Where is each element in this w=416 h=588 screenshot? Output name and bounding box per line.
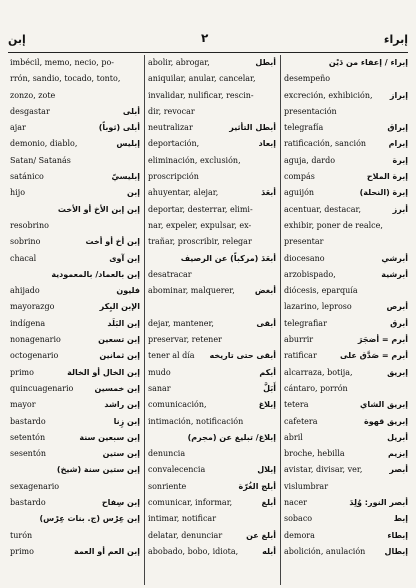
dictionary-entry: [148, 88, 276, 104]
arabic-headword: إبريق الشاي: [360, 400, 408, 410]
dictionary-entry: [284, 316, 408, 332]
spanish-text: acentuar, destacar,: [284, 204, 361, 214]
dictionary-entry: [10, 397, 140, 413]
arabic-headword: إبن البَلَد: [107, 318, 140, 328]
arabic-headword: فليون: [116, 286, 140, 296]
dictionary-entry: [10, 316, 140, 332]
spanish-text: dir, revocar: [148, 106, 195, 116]
dictionary-entry: [148, 316, 276, 332]
arabic-headword: إبليسيّ: [111, 172, 140, 182]
dictionary-entry: [10, 511, 140, 527]
column-divider: [280, 55, 281, 585]
arabic-headword: أبرشية: [381, 269, 408, 279]
spanish-text: turón: [10, 530, 33, 540]
dictionary-entry: [10, 544, 140, 560]
spanish-text: comunicar, informar,: [148, 498, 233, 508]
spanish-text: abominar, malquerer,: [148, 286, 235, 296]
dictionary-entry: [284, 348, 408, 364]
spanish-text: mayor: [10, 400, 36, 410]
arabic-headword: الإبن البِكر: [99, 302, 140, 312]
spanish-text: abolición, anulación: [284, 546, 366, 556]
dictionary-entry: [10, 462, 140, 478]
dictionary-entry: [10, 218, 140, 234]
page-number: ٢: [201, 31, 209, 45]
arabic-headword: إبراء / إعفاء من دَيْن: [328, 58, 408, 67]
spanish-text: excreción, exhibición,: [284, 90, 373, 100]
dictionary-entry: [10, 169, 140, 185]
spanish-text: bastardo: [10, 416, 46, 426]
dictionary-entry: [284, 267, 408, 283]
spanish-text: arzobispado,: [284, 269, 336, 279]
spanish-text: nar, expeler, expulsar, ex-: [148, 220, 252, 230]
spanish-text: aguja, dardo: [284, 155, 336, 165]
spanish-text: deportar, desterrar, elimi-: [148, 204, 253, 214]
dictionary-entry: [10, 283, 140, 299]
dictionary-entry: [148, 267, 276, 283]
arabic-headword: إبن أخ أو أخت: [85, 237, 140, 247]
dictionary-entry: [284, 299, 408, 315]
dictionary-entry: [10, 414, 140, 430]
dictionary-entry: [284, 55, 408, 71]
arabic-headword: أبله: [262, 546, 276, 556]
arabic-headword: إبن ستين سنة (شيخ): [56, 465, 140, 475]
header-left-word: إبن: [8, 33, 26, 46]
spanish-text: sobaco: [284, 514, 313, 524]
arabic-headword: إبن سِفاح: [101, 498, 140, 508]
dictionary-entry: [10, 136, 140, 152]
spanish-text: demonio, diablo,: [10, 139, 78, 149]
arabic-headword: إبزيم: [388, 449, 408, 459]
spanish-text: telegrafiar: [284, 318, 327, 328]
dictionary-entry: [10, 381, 140, 397]
page-header: [8, 33, 408, 51]
spanish-text: lazarino, leproso: [284, 302, 352, 312]
spanish-text: aguijón: [284, 188, 315, 198]
dictionary-entry: [148, 430, 276, 446]
arabic-headword: إبن خمسين: [94, 383, 140, 393]
spanish-text: satánico: [10, 172, 44, 182]
arabic-headword: إبن سبعين سنة: [79, 432, 140, 442]
dictionary-entry: [148, 120, 276, 136]
dictionary-entry: [10, 88, 140, 104]
spanish-text: mayorazgo: [10, 302, 55, 312]
dictionary-entry: [10, 365, 140, 381]
arabic-headword: أبلج الغُرّة: [238, 481, 276, 491]
dictionary-entry: [10, 299, 140, 315]
dictionary-entry: [10, 495, 140, 511]
arabic-headword: إبليس: [116, 139, 140, 149]
arabic-headword: إبن بالعماد/ بالمعمودية: [51, 269, 140, 279]
spanish-text: rrón, sandio, tocado, tonto,: [10, 74, 121, 84]
dictionary-entry: [10, 71, 140, 87]
dictionary-entry: [10, 332, 140, 348]
dictionary-entry: [148, 446, 276, 462]
dictionary-entry: [148, 283, 276, 299]
dictionary-entry: [284, 365, 408, 381]
spanish-text: tener al día: [148, 351, 195, 361]
arabic-headword: إبريق: [387, 367, 408, 377]
dictionary-entry: [148, 381, 276, 397]
spanish-text: indígena: [10, 318, 46, 328]
dictionary-entry: [10, 528, 140, 544]
dictionary-entry: [284, 169, 408, 185]
arabic-headword: إبطاء: [387, 530, 408, 540]
spanish-text: convalecencia: [148, 465, 206, 475]
dictionary-entry: [148, 397, 276, 413]
spanish-text: primo: [10, 367, 34, 377]
arabic-headword: إبط: [393, 514, 408, 524]
dictionary-entry: [10, 202, 140, 218]
dictionary-entry: [10, 153, 140, 169]
spanish-text: chacal: [10, 253, 37, 263]
dictionary-entry: [148, 136, 276, 152]
dictionary-entry: [148, 365, 276, 381]
dictionary-entry: [148, 251, 276, 267]
dictionary-entry: [284, 218, 408, 234]
spanish-text: invalidar, nulificar, rescin-: [148, 90, 254, 100]
spanish-text: desempeño: [284, 74, 331, 84]
dictionary-entry: [284, 544, 408, 560]
spanish-text: broche, hebilla: [284, 449, 345, 459]
arabic-headword: أبرز: [392, 204, 408, 214]
spanish-text: demora: [284, 530, 315, 540]
dictionary-entry: [284, 430, 408, 446]
arabic-headword: إبن آوى: [109, 253, 140, 263]
arabic-headword: أبكم: [259, 367, 276, 377]
spanish-text: nacer: [284, 498, 307, 508]
dictionary-entry: [10, 348, 140, 364]
arabic-headword: إبن ثمانين: [99, 351, 140, 361]
dictionary-entry: [284, 88, 408, 104]
dictionary-entry: [148, 495, 276, 511]
dictionary-entry: [148, 71, 276, 87]
arabic-headword: إبن إبن الأخ أو الأخت: [57, 204, 140, 214]
arabic-headword: أبعَدَ: [261, 188, 276, 198]
dictionary-entry: [148, 185, 276, 201]
dictionary-entry: [148, 169, 276, 185]
arabic-headword: إبن الخال أو الخالة: [67, 367, 140, 377]
dictionary-entry: [148, 55, 276, 71]
arabic-headword: إبن تسعين: [98, 335, 140, 345]
dictionary-entry: [284, 381, 408, 397]
spanish-text: sexagenario: [10, 481, 60, 491]
spanish-text: exhibir, poner de realce,: [284, 220, 383, 230]
spanish-text: diócesis, eparquía: [284, 286, 358, 296]
dictionary-entry: [148, 332, 276, 348]
dictionary-entry: [148, 153, 276, 169]
spanish-text: dejar, mantener,: [148, 318, 214, 328]
spanish-text: cafetera: [284, 416, 318, 426]
arabic-headword: أبعَدَ (مركباً) عن الرصيف: [180, 253, 276, 263]
dictionary-entry: [10, 267, 140, 283]
dictionary-entry: [284, 332, 408, 348]
spanish-text: denuncia: [148, 449, 186, 459]
spanish-text: aniquilar, anular, cancelar,: [148, 74, 256, 84]
dictionary-entry: [284, 528, 408, 544]
dictionary-entry: [10, 446, 140, 462]
dictionary-entry: [148, 348, 276, 364]
arabic-headword: إبن عِرْس (ج. بنات عِرْس): [39, 514, 140, 524]
column-middle: [148, 55, 276, 585]
spanish-text: Satan/ Satanás: [10, 155, 71, 165]
spanish-text: alcarraza, botija,: [284, 367, 353, 377]
arabic-headword: أبلغ: [261, 498, 276, 508]
header-right-word: إبراء: [383, 33, 408, 46]
arabic-headword: إبن زِنا: [113, 416, 140, 426]
column-right: [284, 55, 408, 585]
dictionary-entry: [284, 104, 408, 120]
spanish-text: ajar: [10, 123, 26, 133]
dictionary-entry: [148, 462, 276, 478]
dictionary-entry: [284, 479, 408, 495]
dictionary-entry: [148, 299, 276, 315]
dictionary-entry: [10, 430, 140, 446]
dictionary-entry: [284, 71, 408, 87]
arabic-headword: إبريق قهوة: [364, 416, 408, 426]
dictionary-entry: [148, 104, 276, 120]
arabic-headword: أبريل: [387, 432, 408, 442]
spanish-text: avistar, divisar, ver,: [284, 465, 363, 475]
spanish-text: zonzo, zote: [10, 90, 56, 100]
spanish-text: abolir, abrogar,: [148, 58, 210, 67]
spanish-text: sesentón: [10, 449, 47, 459]
arabic-headword: أبلى: [122, 106, 140, 116]
dictionary-entry: [148, 218, 276, 234]
arabic-headword: إبراق: [387, 123, 408, 133]
arabic-headword: إبلاغ/ تبليغ عن (مجرم): [187, 432, 276, 442]
spanish-text: cántaro, porrón: [284, 383, 348, 393]
spanish-text: comunicación,: [148, 400, 207, 410]
spanish-text: compás: [284, 172, 315, 182]
arabic-headword: إبرام: [388, 139, 408, 149]
arabic-headword: إبن: [127, 188, 140, 198]
arabic-headword: أبرشي: [381, 253, 408, 263]
spanish-text: sobrino: [10, 237, 41, 247]
spanish-text: hijo: [10, 188, 26, 198]
dictionary-entry: [284, 120, 408, 136]
spanish-text: ahuyentar, alejar,: [148, 188, 219, 198]
spanish-text: sonriente: [148, 481, 187, 491]
spanish-text: primo: [10, 546, 34, 556]
dictionary-entry: [284, 185, 408, 201]
spanish-text: trañar, proscribir, relegar: [148, 237, 252, 247]
spanish-text: diocesano: [284, 253, 325, 263]
spanish-text: ratificar: [284, 351, 317, 361]
spanish-text: neutralizar: [148, 123, 193, 133]
spanish-text: presentar: [284, 237, 324, 247]
dictionary-entry: [148, 234, 276, 250]
spanish-text: intimación, notificación: [148, 416, 244, 426]
arabic-headword: إبلاغ: [258, 400, 276, 410]
spanish-text: delatar, denunciar: [148, 530, 223, 540]
column-divider: [144, 55, 145, 585]
spanish-text: eliminación, exclusión,: [148, 155, 241, 165]
dictionary-entry: [284, 414, 408, 430]
spanish-text: preservar, retener: [148, 335, 222, 345]
arabic-headword: إبن ستين: [102, 449, 140, 459]
dictionary-entry: [10, 185, 140, 201]
dictionary-entry: [10, 479, 140, 495]
spanish-text: deportación,: [148, 139, 200, 149]
spanish-text: mudo: [148, 367, 171, 377]
spanish-text: setentón: [10, 432, 46, 442]
spanish-text: abobado, bobo, idiota,: [148, 546, 239, 556]
spanish-text: presentación: [284, 106, 337, 116]
spanish-text: intimar, notificar: [148, 514, 217, 524]
arabic-headword: أبرق: [390, 318, 408, 328]
arabic-headword: إبرة الملاح: [366, 172, 408, 182]
dictionary-entry: [10, 251, 140, 267]
arabic-headword: إبن العم أو العمة: [73, 546, 140, 556]
spanish-text: nonagenario: [10, 335, 61, 345]
arabic-headword: أبقى حتى تاريخه: [209, 351, 276, 361]
dictionary-entry: [10, 120, 140, 136]
dictionary-entry: [148, 511, 276, 527]
dictionary-entry: [148, 479, 276, 495]
column-left: [10, 55, 140, 585]
dictionary-entry: [10, 234, 140, 250]
arabic-headword: أبلى (ثوباً): [98, 123, 140, 133]
dictionary-entry: [148, 528, 276, 544]
spanish-text: proscripción: [148, 172, 199, 182]
spanish-text: vislumbrar: [284, 481, 329, 491]
spanish-text: tetera: [284, 400, 309, 410]
dictionary-entry: [284, 251, 408, 267]
spanish-text: sanar: [148, 383, 171, 393]
dictionary-entry: [284, 283, 408, 299]
arabic-headword: أبطل التأثير: [229, 123, 276, 133]
arabic-headword: إبلال: [257, 465, 276, 475]
arabic-headword: أبقى: [256, 318, 276, 328]
arabic-headword: أَبَلَّ: [263, 383, 276, 393]
spanish-text: abril: [284, 432, 303, 442]
dictionary-entry: [284, 495, 408, 511]
dictionary-entry: [284, 462, 408, 478]
spanish-text: bastardo: [10, 498, 46, 508]
spanish-text: telegrafía: [284, 123, 324, 133]
arabic-headword: أبصر النور: وُلِدَ: [349, 498, 408, 508]
spanish-text: quincuagenario: [10, 383, 74, 393]
dictionary-entry: [10, 55, 140, 71]
spanish-text: aburrir: [284, 335, 314, 345]
arabic-headword: أبصر: [389, 465, 408, 475]
dictionary-entry: [284, 511, 408, 527]
dictionary-entry: [148, 414, 276, 430]
arabic-headword: أبرم = صَدَّق على: [340, 351, 408, 361]
dictionary-entry: [148, 202, 276, 218]
arabic-headword: إبعاد: [258, 139, 276, 149]
dictionary-entry: [284, 202, 408, 218]
dictionary-entry: [284, 153, 408, 169]
dictionary-entry: [148, 544, 276, 560]
arabic-headword: أبلغ عن: [246, 530, 276, 540]
arabic-headword: إبراز: [389, 90, 408, 100]
spanish-text: desgastar: [10, 106, 50, 116]
spanish-text: resobrino: [10, 220, 49, 230]
arabic-headword: إبن راشد: [104, 400, 140, 410]
spanish-text: imbécil, memo, necio, po-: [10, 58, 114, 67]
arabic-headword: إبرة (النحلة): [359, 188, 408, 198]
arabic-headword: أبرم = أضجَرَ: [357, 335, 408, 345]
dictionary-entry: [284, 136, 408, 152]
dictionary-entry: [284, 397, 408, 413]
arabic-headword: أبطل: [255, 58, 276, 67]
dictionary-entry: [284, 446, 408, 462]
spanish-text: octogenario: [10, 351, 59, 361]
spanish-text: ahijado: [10, 286, 40, 296]
dictionary-entry: [10, 104, 140, 120]
spanish-text: desatracar: [148, 269, 192, 279]
arabic-headword: إبطال: [384, 546, 408, 556]
arabic-headword: أبرص: [386, 302, 408, 312]
header-rule: [8, 52, 408, 53]
arabic-headword: أبغض: [254, 286, 276, 296]
arabic-headword: إبرة: [392, 155, 408, 165]
spanish-text: ratificación, sanción: [284, 139, 367, 149]
dictionary-entry: [284, 234, 408, 250]
